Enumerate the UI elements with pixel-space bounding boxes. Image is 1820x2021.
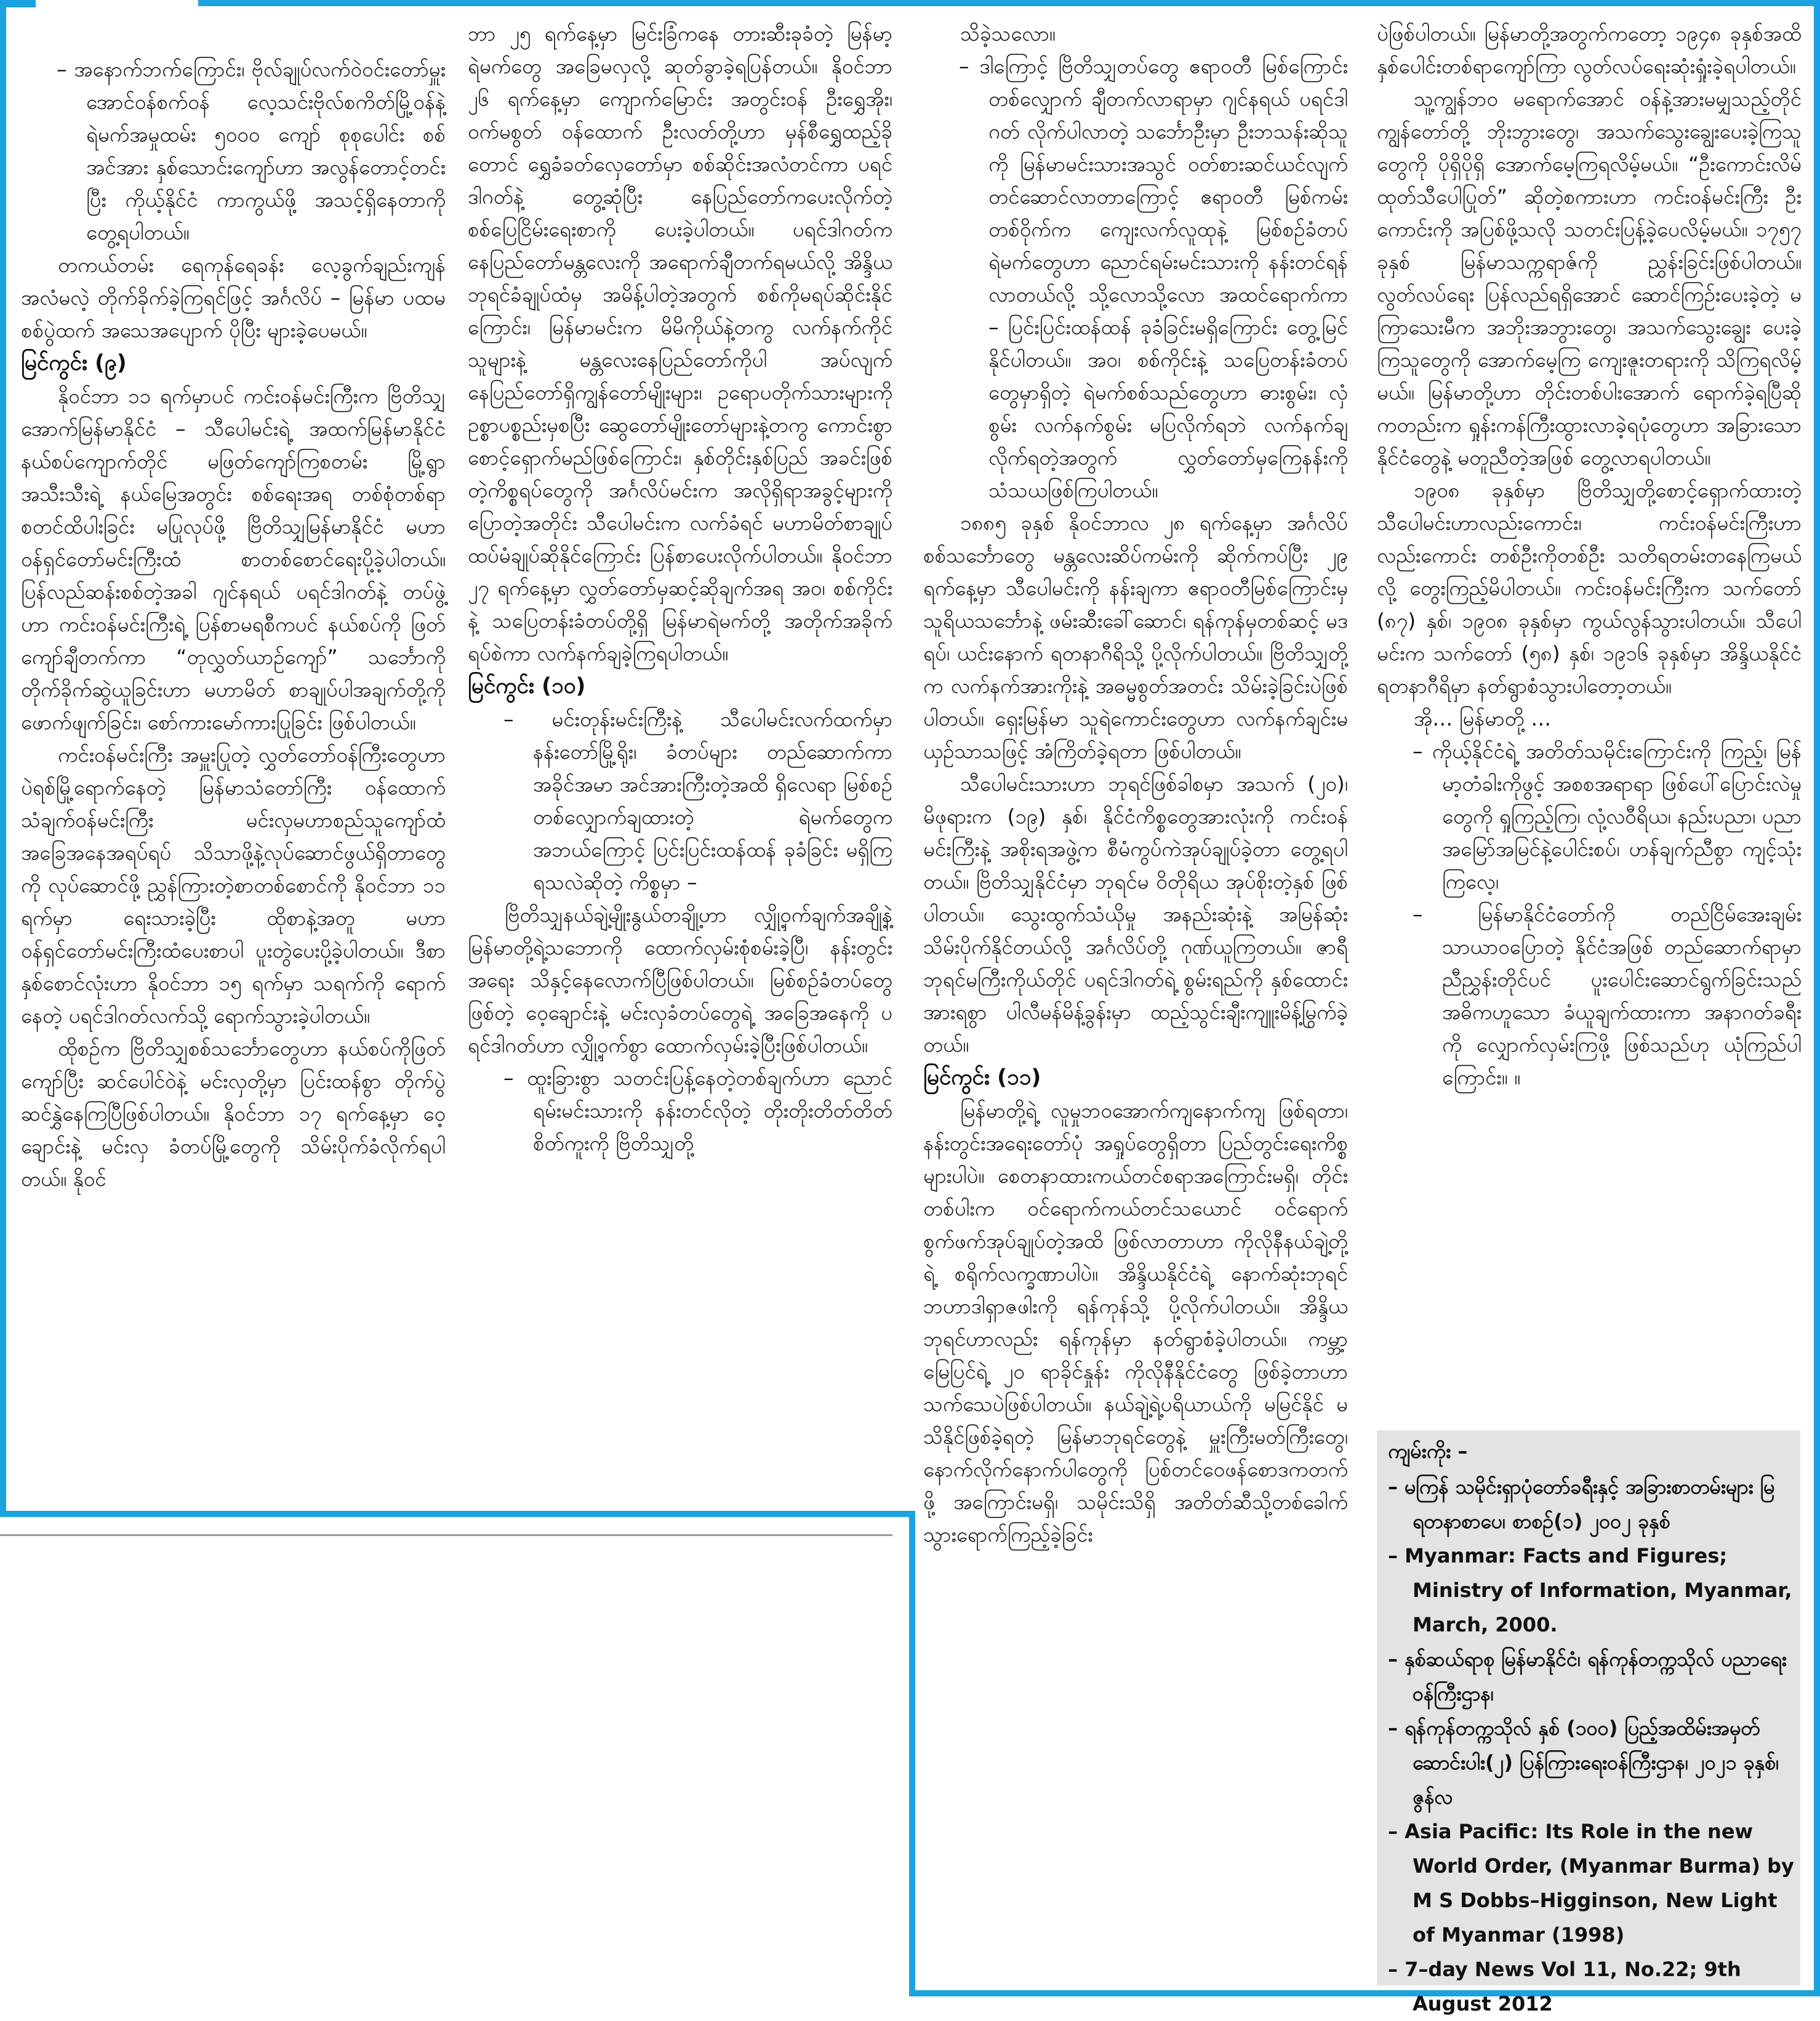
references-heading: ကျမ်းကိုး –: [1388, 1439, 1468, 1463]
paragraph: ပဲဖြစ်ပါတယ်။ မြန်မာတို့အတွက်ကတော့ ၁၉၄၈ ခုနှစ်အထိ နှစ်ပေါင်းတစ်ရာကျော်ကြာ လွတ်လပ်ရေးဆုံးရှုံးခဲ့ရပါတယ်။: [1377, 22, 1802, 78]
bullet-paragraph: – မြန်မာနိုင်ငံတော်ကို တည်ငြိမ်အေးချမ်းသာယာဝပြောတဲ့ နိုင်ငံအဖြစ် တည်ဆောက်ရာမှာ ညီညွှန်းတိုင်ပင် ပူးပေါင်းဆောင်ရွက်ခြင်းသည်အဓိကဟူသော ခံယူချက်ထားကာ အနာဂတ်ခရီးကို လျှောက်လှမ်းကြဖို့ ဖြစ်သည်ဟု ယုံကြည်ပါကြောင်း။ ။: [1413, 902, 1802, 1089]
bullet-paragraph: – မင်းတုန်းမင်းကြီးနဲ့ သီပေါမင်းလက်ထက်မှာ နန်းတော်မြို့ရိုး၊ ခံတပ်များ တည်ဆောက်ကာ အခိုင်အမာ အင်အားကြီးတဲ့အထိ ရှိလေရာ မြစ်စဉ်တစ်လျှောက်ချထားတဲ့ ရဲမက်တွေက အဘယ်ကြောင့် ပြင်းပြင်းထန်ထန် ခုခံခြင်း မရှိကြရသလဲဆိုတဲ့ ကိစ္စမှာ –: [503, 707, 892, 894]
reference-item: – Asia Pacific: Its Role in the new World Order, (Myanmar Burma) by M S Dobbs–Higginson, New Light of Myanmar (1998): [1388, 1820, 1794, 1947]
paragraph: အို… မြန်မာတို့ …: [1414, 706, 1552, 730]
paragraph: ၁၉၀၈ ခုနှစ်မှာ ဗြိတိသျှတို့စောင့်ရှောက်ထားတဲ့ သီပေါမင်းဟာလည်းကောင်း၊ ကင်းဝန်မင်းကြီးဟာလည်းကောင်း တစ်ဦးကိုတစ်ဦး သတိရတမ်းတနေကြမယ်လို့ တွေးကြည့်မိပါတယ်။ ကင်းဝန်မင်းကြီးက သက်တော် (၈၇) နှစ်၊ ၁၉၀၈ ခုနှစ်မှာ ကွယ်လွန်သွားပါတယ်။ သီပေါမင်းက သက်တော် (၅၈) နှစ်၊ ၁၉၁၆ ခုနှစ်မှာ အိန္ဒိယနိုင်ငံ ရတနာဂီရိမှာ နတ်ရွာစံသွားပါတော့တယ်။: [1377, 478, 1802, 698]
paragraph: ဗြိတိသျှနယ်ချဲ့မျိုးနွယ်တချို့ဟာ လျှို့ဝှက်ချက်အချို့နဲ့ မြန်မာတို့ရဲ့သဘောကို ထောက်လှမ်းစုံစမ်းခဲ့ပြီ၊ နန်းတွင်းအရေး သိနှင့်နေလောက်ပြီဖြစ်ပါတယ်။ မြစ်စဉ်ခံတပ်တွေဖြစ်တဲ့ ဝေ့ချောင်းနဲ့ မင်းလှခံတပ်တွေရဲ့ အခြေအနေကို ပရင်ဒါဂတ်ဟာ လျှို့ဝှက်စွာ ထောက်လှမ်းခဲ့ပြီးဖြစ်ပါတယ်။: [468, 903, 892, 1057]
section-heading-11: မြင်ကွင်း (၁၁): [923, 1065, 1041, 1090]
bullet-paragraph: – အနောက်ဘက်ကြောင်း၊ ဗိုလ်ချုပ်လက်ဝဲဝင်းတော်မှူး အောင်ဝန်စက်ဝန် လေ့သင်းဗိုလ်စကိတ်မြို့ဝန်နဲ့ ရဲမက်အမှုထမ်း ၅၀၀၀ ကျော် စုစုပေါင်း စစ်အင်အား နှစ်သောင်းကျော်ဟာ အလွန်တောင့်တင်းပြီး ကိုယ့်နိုင်ငံ ကာကွယ်ဖို့ အသင့်ရှိနေတာကို တွေ့ရပါတယ်။: [57, 57, 446, 244]
section-heading-9: မြင်ကွင်း (၉): [21, 351, 127, 375]
paragraph: သူ့ကျွန်ဘဝ မရောက်အောင် ဝန်နဲ့အားမမျှသည့်တိုင် ကျွန်တော်တို့ ဘိုးဘွားတွေ၊ အသက်သွေးချွေးပေးခဲ့ကြသူတွေကို ပိုရှိပိုရှိ အောက်မေ့ကြရလိမ့်မယ်။ “ဦးကောင်းလိမ်ထုတ်သီပေါပြုတ်” ဆိုတဲ့စကားဟာ ကင်းဝန်မင်းကြီး ဦးကောင်းကို အပြစ်ဖို့သလို သတင်းပြန့်ခဲ့ပေလိမ့်မယ်။ ၁၇၅၇ ခုနှစ် မြန်မာသက္ကရာဇ်ကို ညွှန်းခြင်းဖြစ်ပါတယ်။ လွတ်လပ်ရေး ပြန်လည်ရရှိအောင် ဆောင်ကြဉ်းပေးခဲ့တဲ့ မကြာသေးမီက အဘိုးအဘွားတွေ၊ အသက်သွေးချွေး ပေးခဲ့ကြသူတွေကို အောက်မေ့ကြ ကျေးဇူးတရားကို သိကြရလိမ့်မယ်။ မြန်မာတို့ဟာ တိုင်းတစ်ပါးအောက် ရောက်ခဲ့ရပြီဆိုကတည်းက ရှုန်းကန်ကြီးထွားလာခဲ့ရပုံတွေဟာ အခြားသောနိုင်ငံတွေနဲ့ မတူညီတဲ့အဖြစ် တွေ့လာရပါတယ်။: [1377, 87, 1802, 470]
reference-item: – Myanmar: Facts and Figures; Ministry of Information, Myanmar, March, 2000.: [1388, 1544, 1792, 1636]
paragraph: ၁၈၈၅ ခုနှစ် နိုဝင်ဘာလ ၂၈ ရက်နေ့မှာ အင်္ဂလိပ်စစ်သင်္ဘောတွေ မန္တလေးဆိပ်ကမ်းကို ဆိုက်ကပ်ပြီး ၂၉ ရက်နေ့မှာ သီပေါမင်းကို နန်းချကာ ဧရာဝတီမြစ်ကြောင်းမှ သူရိယသင်္ဘောနဲ့ ဖမ်းဆီးခေါ်ဆောင်၊ ရန်ကုန်မှတစ်ဆင့် မဒရပ်၊ ယင်းနောက် ရတနာဂီရိသို့ ပို့လိုက်ပါတယ်။ ဗြိတိသျှတို့က လက်နက်အားကိုးနဲ့ အဓမ္မစွတ်အတင်း သိမ်းခဲ့ခြင်းပဲဖြစ်ပါတယ်။ ရှေးမြန်မာ သူရဲကောင်းတွေဟာ လက်နက်ချင်းမယှဉ်သာသဖြင့် အံကြိတ်ခဲ့ရတာ ဖြစ်ပါတယ်။: [923, 511, 1348, 763]
divider-rule: [0, 1534, 892, 1536]
section-heading-10: မြင်ကွင်း (၁၀): [468, 674, 586, 698]
article-column-1: [21, 53, 446, 1195]
frame-left-border: [0, 0, 6, 1516]
frame-top-border: [198, 0, 1820, 6]
references-box: [1377, 1430, 1800, 2015]
paragraph: ကင်းဝန်မင်းကြီး အမှူးပြုတဲ့ လွှတ်တော်ဝန်ကြီးတွေဟာ ပဲရစ်မြို့ရောက်နေတဲ့ မြန်မာသံတော်ကြီး ဝန်ထောက် သံချက်ဝန်မင်းကြီး မင်းလှမဟာစည်သူကျော်ထံ အခြေအနေအရပ်ရပ် သိသာဖို့နဲ့လုပ်ဆောင်ဖွယ်ရှိတာတွေကို လုပ်ဆောင်ဖို့ ညွှန်ကြားတဲ့စာတစ်စောင်ကို နိုဝင်ဘာ ၁၁ ရက်မှာ ရေးသားခဲ့ပြီး ထိုစာနဲ့အတူ မဟာဝန်ရှင်တော်မင်းကြီးထံပေးစာပါ ပူးတွဲပေးပို့ခဲ့ပါတယ်။ ဒီစာနှစ်စောင်လုံးဟာ နိုဝင်ဘာ ၁၅ ရက်မှာ သရက်ကို ရောက်နေတဲ့ ပရင်ဒါဂတ်လက်သို့ ရောက်သွားခဲ့ပါတယ်။: [21, 743, 446, 1028]
paragraph: မြန်မာတို့ရဲ့ လူမှုဘဝအောက်ကျနောက်ကျ ဖြစ်ရတာ၊ နန်းတွင်းအရေးတော်ပုံ အရှုပ်တွေရှိတာ ပြည်တွင်းရေးကိစ္စများပါပဲ။ စေတနာထားကယ်တင်စရာအကြောင်းမရှိ၊ တိုင်းတစ်ပါးက ဝင်ရောက်ကယ်တင်သယောင် ဝင်ရောက်စွက်ဖက်အုပ်ချုပ်တဲ့အထိ ဖြစ်လာတာဟာ ကိုလိုနီနယ်ချဲ့တို့ရဲ့ စရိုက်လက္ခဏာပါပဲ။ အိန္ဒိယနိုင်ငံရဲ့ နောက်ဆုံးဘုရင် ဘဟာဒါရှာဇဖါးကို ရန်ကုန်သို့ ပို့လိုက်ပါတယ်။ အိန္ဒိယဘုရင်ဟာလည်း ရန်ကုန်မှာ နတ်ရွာစံခဲ့ပါတယ်။ ကမ္ဘာ့မြေပြင်ရဲ့ ၂၀ ရာခိုင်နှုန်း ကိုလိုနီနိုင်ငံတွေ ဖြစ်ခဲ့တာဟာ သက်သေပဲဖြစ်ပါတယ်။ နယ်ချဲ့ရဲ့ပရိယာယ်ကို မမြင်နိုင် မသိနိုင်ဖြစ်ခဲ့ရတဲ့ မြန်မာဘုရင်တွေနဲ့ မှူးကြီးမတ်ကြီးတွေ၊ နောက်လိုက်နောက်ပါတွေကို ပြစ်တင်ဝေဖန်စောဒကတက်ဖို့ အကြောင်းမရှိ၊ သမိုင်းသိရှိ အတိတ်ဆီသို့တစ်ခေါက် သွားရောက်ကြည့်ခဲ့ခြင်း: [923, 1099, 1348, 1547]
reference-item: – နှစ်ဆယ်ရာစု မြန်မာနိုင်ငံ၊ ရန်ကုန်တက္ကသိုလ် ပညာရေးဝန်ကြီးဌာန၊: [1388, 1647, 1787, 1705]
paragraph: နိုဝင်ဘာ ၁၁ ရက်မှာပင် ကင်းဝန်မင်းကြီးက ဗြိတိသျှအောက်မြန်မာနိုင်ငံ – သီပေါမင်းရဲ့ အထက်မြန်မာနိုင်ငံ နယ်စပ်ကျောက်တိုင် မဖြတ်ကျော်ကြစတမ်း မြို့ရွာအသီးသီးရဲ့ နယ်မြေအတွင်း စစ်ရေးအရ တစ်စုံတစ်ရာ စတင်ထိပါးခြင်း မပြုလုပ်ဖို့ ဗြိတိသျှမြန်မာနိုင်ငံ မဟာဝန်ရှင်တော်မင်းကြီးထံ စာတစ်စောင်ရေးပို့ခဲ့ပါတယ်။ ပြန်လည်ဆန်းစစ်တဲ့အခါ ဂျင်နရယ် ပရင်ဒါဂတ်နဲ့ တပ်ဖွဲ့ဟာ ကင်းဝန်မင်းကြီးရဲ့ ပြန်စာမရစီကပင် နယ်စပ်ကို ဖြတ်ကျော်ချီတက်ကာ “တုလွှတ်ယာဉ်ကျော်” သင်္ဘောကို တိုက်ခိုက်ဆွဲယူခြင်းဟာ မဟာမိတ် စာချုပ်ပါအချက်တို့ကို ဖောက်ဖျက်ခြင်း၊ စော်ကားမော်ကားပြုခြင်း ဖြစ်ပါတယ်။: [21, 384, 446, 734]
bullet-paragraph: – ဒါကြောင့် ဗြိတိသျှတပ်တွေ ဧရာဝတီ မြစ်ကြောင်းတစ်လျှောက် ချီတက်လာရာမှာ ဂျင်နရယ် ပရင်ဒါဂတ် လိုက်ပါလာတဲ့ သင်္ဘောဦးမှာ ဦးဘသန်းဆိုသူကို မြန်မာမင်းသားအသွင် ဝတ်စားဆင်ယင်လျက် တင်ဆောင်လာတာကြောင့် ဧရာဝတီ မြစ်ကမ်းတစ်ဝိုက်က ကျေးလက်လူထုနဲ့ မြစ်စဉ်ခံတပ် ရဲမက်တွေဟာ ညောင်ရမ်းမင်းသားကို နန်းတင်ရန် လာတယ်လို့ သို့လောသို့လော အထင်ရောက်ကာ – ပြင်းပြင်းထန်ထန် ခုခံခြင်းမရှိကြောင်း တွေ့မြင်နိုင်ပါတယ်။ အဝ၊ စစ်ကိုင်းနဲ့ သပြေတန်းခံတပ်တွေမှာရှိတဲ့ ရဲမက်စစ်သည်တွေဟာ ဓားစွမ်း၊ လှံစွမ်း လက်နက်စွမ်း မပြလိုက်ရဘဲ လက်နက်ချလိုက်ရတဲ့အတွက် လွှတ်တော်မှကြေနန်းကို သံသယဖြစ်ကြပါတယ်။: [959, 54, 1348, 502]
paragraph: ထိုစဉ်က ဗြိတိသျှစစ်သင်္ဘောတွေဟာ နယ်စပ်ကိုဖြတ်ကျော်ပြီး ဆင်ပေါင်ဝဲနဲ့ မင်းလှတို့မှာ ပြင်းထန်စွာ တိုက်ပွဲဆင်နွှဲနေကြပြီဖြစ်ပါတယ်။ နိုဝင်ဘာ ၁၇ ရက်နေ့မှာ ဝေ့ချောင်းနဲ့ မင်းလှ ခံတပ်မြို့တွေကို သိမ်းပိုက်ခံလိုက်ရပါတယ်။ နိုဝင်: [21, 1036, 446, 1191]
bullet-paragraph: – ကိုယ့်နိုင်ငံရဲ့ အတိတ်သမိုင်းကြောင်းကို ကြည့်၊ မြန်မာ့တံခါးကိုဖွင့် အစစအရာရာ ဖြစ်ပေါ်ပြောင်းလဲမှုတွေကို ရှုကြည့်ကြ၊ လုံ့လဝီရိယ၊ နည်းပညာ၊ ပညာအမြော်အမြင်နဲ့ပေါင်းစပ်၊ ဟန်ချက်ညီစွာ ကျင့်သုံးကြလေ့၊: [1413, 739, 1802, 894]
bullet-paragraph: – ထူးခြားစွာ သတင်းပြန့်နေတဲ့တစ်ချက်ဟာ ညောင်ရမ်းမင်းသားကို နန်းတင်လိုတဲ့ တိုးတိုးတိတ်တိတ် စိတ်ကူးကို ဗြိတိသျှတို့: [503, 1066, 892, 1155]
paragraph: သီပေါမင်းသားဟာ ဘုရင်ဖြစ်ခါစမှာ အသက် (၂၀)၊ မိဖုရားက (၁၉) နှစ်၊ နိုင်ငံကိစ္စတွေအားလုံးကို ကင်းဝန်မင်းကြီးနဲ့ အစိုးရအဖွဲ့က စီမံကွပ်ကဲအုပ်ချုပ်ခဲ့တာ တွေ့ရပါတယ်။ ဗြိတိသျှနိုင်ငံမှာ ဘုရင်မ ဝိတိုရိယ အုပ်စိုးတဲ့နှစ် ဖြစ်ပါတယ်။ သွေးထွက်သံယိုမှု အနည်းဆုံးနဲ့ အမြန်ဆုံး သိမ်းပိုက်နိုင်တယ်လို့ အင်္ဂလိပ်တို့ ဂုဏ်ယူကြတယ်။ ဇာရီဘုရင်မကြီးကိုယ်တိုင် ပရင်ဒါဂတ်ရဲ့ စွမ်းရည်ကို နှစ်ထောင်းအားရစွာ ပါလီမန်မိန့်ခွန်းမှာ ထည့်သွင်းချီးကျူးမိန့်မြွက်ခဲ့တယ်။: [923, 772, 1348, 1057]
article-column-4: [1377, 17, 1802, 1094]
paragraph: တကယ်တမ်း ရေကုန်ရေခန်း လေ့ခွက်ချည်းကျန် အလံမလဲ့ တိုက်ခိုက်ခဲ့ကြရင်ဖြင့် အင်္ဂလိပ် – မြန်မာ ပထမစစ်ပွဲထက် အသေအပျောက် ပိုပြီး များခဲ့ပေမယ်။: [21, 253, 446, 342]
reference-item: – 7–day News Vol 11, No.22; 9th August 2012: [1388, 1958, 1741, 2015]
frame-step-border: [909, 1511, 915, 1996]
article-column-2: [468, 17, 892, 1159]
reference-item: – မကြန် သမိုင်းရှာပုံတော်ခရီးနှင့် အခြားစာတမ်းများ မြရတနာစာပေ၊ စာစဉ်(၁) ၂၀၀၂ ခုနှစ်: [1388, 1475, 1775, 1533]
reference-item: – ရန်ကုန်တက္ကသိုလ် နှစ် (၁၀၀) ပြည့်အထိမ်းအမှတ်ဆောင်းပါး(၂) ပြန်ကြားရေးဝန်ကြီးဌာန၊ ၂၀၂၁ ခုနှစ်၊ ဇွန်လ: [1388, 1716, 1779, 1809]
paragraph: ဘာ ၂၅ ရက်နေ့မှာ မြင်းခြံကနေ တားဆီးခုခံတဲ့ မြန်မာ့ရဲမက်တွေ အခြေမလှလို့ ဆုတ်ခွာခဲ့ရပြန်တယ်။ နိုဝင်ဘာ ၂၆ ရက်နေ့မှာ ကျောက်မြောင်း အတွင်းဝန် ဦးရွှေအိုး၊ ဝက်မစွတ် ဝန်ထောက် ဦးလတ်တို့ဟာ မှန်စီရွှေထည့်ခိုတောင် ရွှေခံခတ်လှေတော်မှာ စစ်ဆိုင်းအလံတင်ကာ ပရင်ဒါဂတ်နဲ့ တွေ့ဆုံပြီး နေပြည်တော်ကပေးလိုက်တဲ့ စစ်ပြေငြိမ်းရေးစာကို ပေးခဲ့ပါတယ်။ ပရင်ဒါဂတ်က နေပြည်တော်မန္တလေးကို အရောက်ချီတက်ရမယ်လို့ အိန္ဒိယဘုရင်ခံချုပ်ထံမှ အမိန့်ပါတဲ့အတွက် စစ်ကိုမရပ်ဆိုင်းနိုင်ကြောင်း၊ မြန်မာမင်းက မိမိကိုယ်နဲ့တကွ လက်နက်ကိုင်သူများနဲ့ မန္တလေးနေပြည်တော်ကိုပါ အပ်လျက် နေပြည်တော်ရှိကျွန်တော်မျိုးများ၊ ဥရောပတိုက်သားများကို ဥစ္စာပစ္စည်းမှစပြီး ဆွေတော်မျိုးတော်များနဲ့တကွ ကောင်းစွာစောင့်ရှောက်မည်ဖြစ်ကြောင်း၊ နှစ်တိုင်းနှစ်ပြည် အခင်းဖြစ်တဲ့ကိစ္စရပ်တွေကို အင်္ဂလိပ်မင်းက အလိုရှိရာအခွင့်များကို ပြောတဲ့အတိုင်း သီပေါမင်းက လက်ခံရင် မဟာမိတ်စာချုပ် ထပ်မံချုပ်ဆိုနိုင်ကြောင်း ပြန်စာပေးလိုက်ပါတယ်။ နိုဝင်ဘာ ၂၇ ရက်နေ့မှာ လွှတ်တော်မှဆင့်ဆိုချက်အရ အဝ၊ စစ်ကိုင်းနဲ့ သပြေတန်းခံတပ်တို့ရှိ မြန်မာရဲမက်တို့ အတိုက်အခိုက်ရပ်စဲကာ လက်နက်ချခဲ့ကြရပါတယ်။: [468, 22, 892, 665]
frame-right-border: [1814, 0, 1820, 1996]
references-list: [1377, 1470, 1800, 2021]
frame-middle-border: [0, 1511, 914, 1517]
article-column-3: [923, 17, 1348, 1551]
paragraph: သိခဲ့သလော။: [960, 22, 1056, 46]
